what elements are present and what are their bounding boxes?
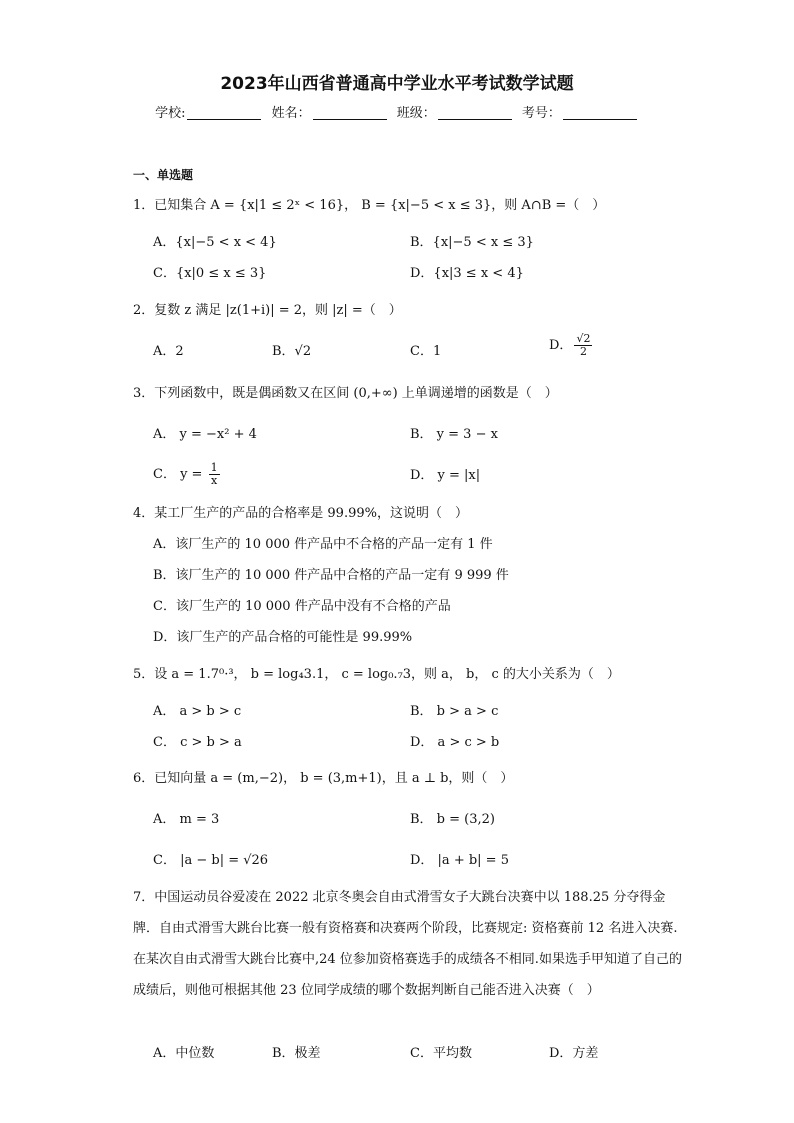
q4-option-c[interactable]: C．该厂生产的 10 000 件产品中没有不合格的产品 bbox=[153, 599, 451, 614]
q2-option-c[interactable]: C．1 bbox=[410, 344, 442, 359]
q6-option-a[interactable]: A． m = 3 bbox=[153, 812, 220, 827]
question-4-stem: 4．某工厂生产的产品的合格率是 99.99%，这说明（ ） bbox=[133, 506, 468, 521]
q1-option-c[interactable]: C．{x|0 ≤ x ≤ 3} bbox=[153, 266, 267, 281]
exam-number-label: 考号： bbox=[521, 106, 561, 121]
school-blank[interactable] bbox=[187, 105, 261, 120]
q3-option-c[interactable] bbox=[153, 462, 222, 487]
question-6-stem: 6．已知向量 a = (m,−2)， b = (3,m+1)，且 a ⊥ b，则（ ） bbox=[133, 771, 514, 786]
q3-option-c-fraction bbox=[209, 462, 220, 487]
q3-option-a[interactable]: A． y = −x² + 4 bbox=[153, 427, 257, 442]
q3-option-c-label: C． y = bbox=[153, 467, 207, 482]
name-label: 姓名： bbox=[271, 106, 311, 121]
q1-option-d[interactable]: D．{x|3 ≤ x < 4} bbox=[410, 266, 524, 281]
question-5-stem: 5．设 a = 1.7⁰·³， b = log₄3.1， c = log₀.₇3，则 a， b， c 的大小关系为（ ） bbox=[133, 667, 620, 682]
question-1-stem: 1．已知集合 A = {x|1 ≤ 2ˣ < 16}， B = {x|−5 < x ≤ 3}，则 A∩B =（ ） bbox=[133, 198, 606, 213]
q7-option-b[interactable]: B．极差 bbox=[272, 1046, 321, 1061]
q5-option-a[interactable]: A． a > b > c bbox=[153, 704, 242, 719]
question-3-stem: 3．下列函数中，既是偶函数又在区间 (0,+∞) 上单调递增的函数是（ ） bbox=[133, 386, 558, 401]
section-heading: 一、单选题 bbox=[133, 168, 194, 182]
q3-c-denominator: x bbox=[210, 474, 218, 487]
q1-option-a[interactable]: A．{x|−5 < x < 4} bbox=[153, 235, 277, 250]
q3-c-numerator: 1 bbox=[210, 461, 218, 474]
q7-option-d[interactable]: D．方差 bbox=[549, 1046, 599, 1061]
class-label: 班级： bbox=[396, 106, 436, 121]
q4-option-b[interactable]: B．该厂生产的 10 000 件产品中合格的产品一定有 9 999 件 bbox=[153, 568, 509, 583]
question-7-stem: 7．中国运动员谷爱凌在 2022 北京冬奥会自由式滑雪女子大跳台决赛中以 188.25 分夺得金牌．自由式滑雪大跳台比赛一般有资格赛和决赛两个阶段，比赛规定: 资格赛前 12 名进入决赛.在某次自由式滑雪大跳台比赛中,24 位参加资格赛选手的成绩各不相同.如果选手甲知道了自己的成绩后，则他可根据其他 23 位同学成绩的哪个数据判断自己能否进入决赛（ ） bbox=[133, 890, 682, 998]
q1-option-b[interactable]: B．{x|−5 < x ≤ 3} bbox=[410, 235, 534, 250]
q2-option-d[interactable] bbox=[549, 333, 594, 358]
q7-option-c[interactable]: C．平均数 bbox=[410, 1046, 472, 1061]
q2-option-b[interactable]: B．√2 bbox=[272, 344, 312, 359]
question-2-stem: 2．复数 z 满足 |z(1+i)| = 2，则 |z| =（ ） bbox=[133, 303, 402, 318]
class-blank[interactable] bbox=[438, 105, 512, 120]
q2-d-denominator: 2 bbox=[579, 345, 587, 358]
q2-option-d-fraction bbox=[574, 333, 592, 358]
q2-option-d-label: D． bbox=[549, 338, 573, 353]
q2-option-a[interactable]: A．2 bbox=[153, 344, 184, 359]
q2-d-numerator: √2 bbox=[576, 332, 591, 345]
school-label: 学校: bbox=[155, 106, 186, 121]
q4-option-a[interactable]: A．该厂生产的 10 000 件产品中不合格的产品一定有 1 件 bbox=[153, 537, 493, 552]
q5-option-b[interactable]: B． b > a > c bbox=[410, 704, 499, 719]
q4-option-d[interactable]: D．该厂生产的产品合格的可能性是 99.99% bbox=[153, 630, 413, 645]
student-info-line bbox=[0, 102, 794, 121]
q5-option-c[interactable]: C． c > b > a bbox=[153, 735, 242, 750]
q7-option-a[interactable]: A．中位数 bbox=[153, 1046, 215, 1061]
name-blank[interactable] bbox=[313, 105, 387, 120]
q6-option-d[interactable]: D． |a + b| = 5 bbox=[410, 853, 509, 868]
q5-option-d[interactable]: D． a > c > b bbox=[410, 735, 500, 750]
q6-option-b[interactable]: B． b = (3,2) bbox=[410, 812, 495, 827]
q6-option-c[interactable]: C． |a − b| = √26 bbox=[153, 853, 269, 868]
q3-option-b[interactable]: B． y = 3 − x bbox=[410, 427, 498, 442]
q3-option-d[interactable]: D． y = |x| bbox=[410, 468, 481, 483]
exam-number-blank[interactable] bbox=[563, 105, 637, 120]
exam-title: 2023年山西省普通高中学业水平考试数学试题 bbox=[220, 74, 574, 94]
